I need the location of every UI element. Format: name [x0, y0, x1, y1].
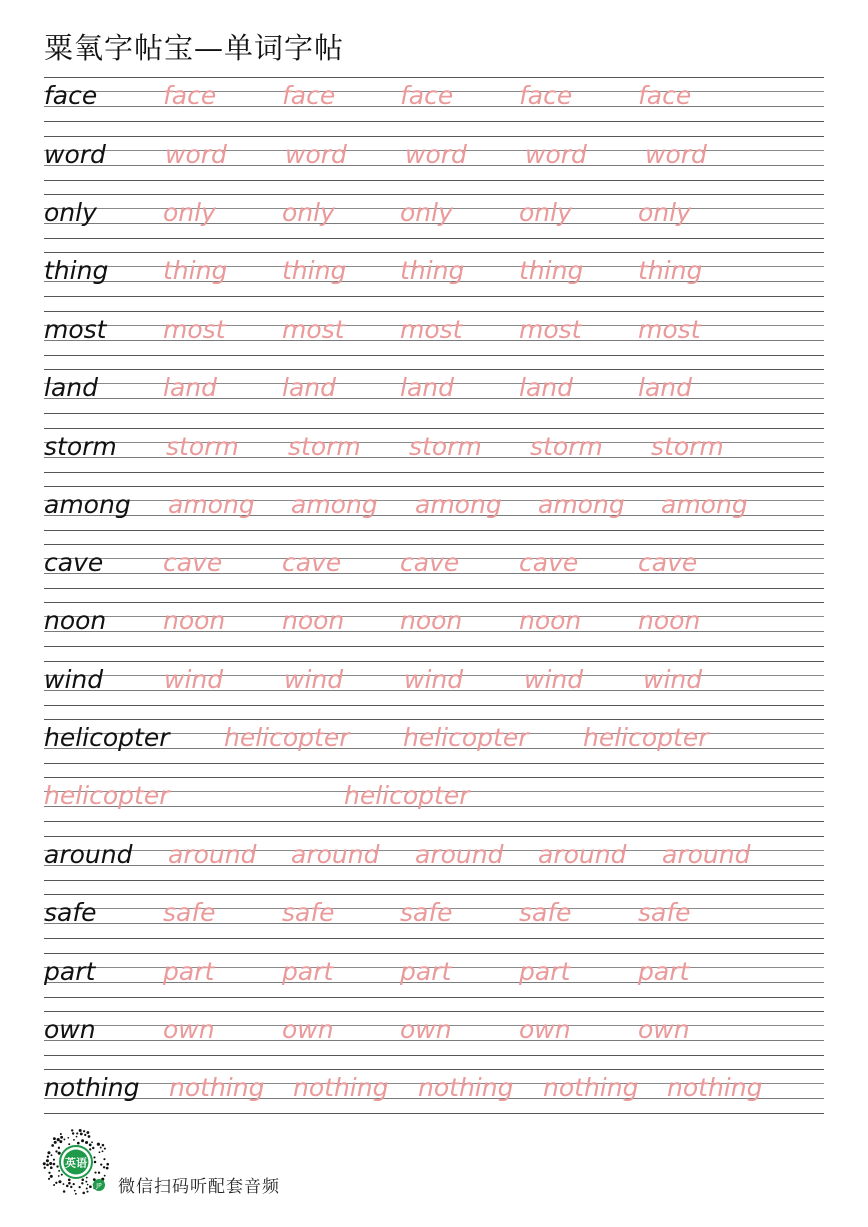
- qr-dot: [63, 1190, 66, 1193]
- trace-word: part: [282, 957, 334, 986]
- trace-word: part: [519, 957, 571, 986]
- trace-word: land: [400, 373, 454, 402]
- trace-word: noon: [519, 606, 582, 635]
- model-word: cave: [44, 548, 104, 577]
- trace-word: face: [400, 81, 454, 110]
- practice-row: [44, 544, 824, 588]
- footer-caption: 微信扫码听配套音频: [118, 1177, 280, 1197]
- qr-dot: [53, 1159, 55, 1161]
- guide-line: [44, 997, 824, 998]
- qr-dot: [104, 1148, 106, 1150]
- qr-dot: [77, 1142, 80, 1145]
- guide-line: [44, 661, 824, 662]
- model-word: thing: [44, 256, 109, 285]
- practice-sheet: [44, 0, 824, 1227]
- qr-dot: [102, 1150, 104, 1152]
- trace-word: among: [661, 490, 748, 519]
- footer: [42, 1128, 362, 1198]
- trace-word: cave: [282, 548, 342, 577]
- trace-word: nothing: [418, 1073, 514, 1102]
- qr-dot: [60, 1136, 63, 1139]
- qr-dot: [106, 1167, 109, 1170]
- qr-dot: [85, 1181, 87, 1183]
- trace-word: wind: [284, 665, 344, 694]
- practice-row: [44, 194, 824, 238]
- trace-word: own: [400, 1015, 452, 1044]
- trace-word: land: [638, 373, 692, 402]
- guide-line: [44, 544, 824, 545]
- qr-dot: [86, 1177, 88, 1179]
- qr-dot: [46, 1159, 49, 1162]
- model-word: only: [44, 198, 97, 227]
- trace-word: own: [163, 1015, 215, 1044]
- trace-word: only: [638, 198, 691, 227]
- qr-dot: [82, 1192, 85, 1195]
- trace-word: helicopter: [344, 781, 470, 810]
- trace-word: safe: [519, 898, 572, 927]
- qr-dot: [80, 1132, 83, 1135]
- trace-word: among: [168, 490, 255, 519]
- qr-dot: [48, 1178, 50, 1180]
- trace-word: noon: [638, 606, 701, 635]
- model-word: storm: [44, 432, 117, 461]
- qr-dot: [84, 1134, 86, 1136]
- qr-dot: [85, 1141, 88, 1144]
- trace-word: among: [291, 490, 378, 519]
- qr-dot: [94, 1171, 96, 1173]
- qr-dot: [86, 1191, 88, 1193]
- trace-word: thing: [163, 256, 228, 285]
- trace-word: face: [638, 81, 692, 110]
- model-word: land: [44, 373, 98, 402]
- qr-dot: [74, 1190, 76, 1192]
- qr-dot: [55, 1150, 57, 1152]
- trace-word: word: [525, 140, 587, 169]
- guide-line: [44, 777, 824, 778]
- qr-dot: [63, 1138, 65, 1140]
- guide-line: [44, 821, 824, 822]
- qr-dot: [43, 1162, 46, 1165]
- model-word: part: [44, 957, 96, 986]
- trace-word: land: [163, 373, 217, 402]
- qr-dot: [103, 1158, 105, 1160]
- guide-line: [44, 194, 824, 195]
- qr-dot: [67, 1137, 69, 1139]
- practice-row: [44, 369, 824, 413]
- page-title: 粟氧字帖宝—单词字帖: [44, 31, 345, 65]
- practice-row: [44, 602, 824, 646]
- qr-dot: [51, 1154, 53, 1156]
- guide-line: [44, 836, 824, 837]
- qr-dot: [44, 1167, 46, 1169]
- practice-row: [44, 486, 824, 530]
- practice-row: [44, 894, 824, 938]
- qr-dot: [61, 1174, 63, 1176]
- qr-dot: [53, 1163, 56, 1166]
- guide-line: [44, 588, 824, 589]
- guide-line: [44, 646, 824, 647]
- guide-line: [44, 296, 824, 297]
- guide-line: [44, 719, 824, 720]
- guide-line: [44, 894, 824, 895]
- trace-word: among: [538, 490, 625, 519]
- guide-line: [44, 413, 824, 414]
- qr-dot: [58, 1152, 61, 1155]
- model-word: safe: [44, 898, 97, 927]
- trace-word: part: [400, 957, 452, 986]
- qr-dot: [88, 1135, 91, 1138]
- practice-row: [44, 252, 824, 296]
- qr-dot: [58, 1180, 61, 1183]
- guide-line: [44, 472, 824, 473]
- guide-line: [44, 602, 824, 603]
- trace-word: face: [519, 81, 573, 110]
- qr-dot: [76, 1136, 78, 1138]
- trace-word: helicopter: [224, 723, 350, 752]
- qr-dot: [81, 1139, 84, 1142]
- trace-word: thing: [400, 256, 465, 285]
- qr-badge-label: 英语: [65, 1156, 87, 1170]
- trace-word: wind: [404, 665, 464, 694]
- qr-dot: [89, 1185, 92, 1188]
- practice-row: [44, 428, 824, 472]
- qr-dot: [99, 1151, 101, 1153]
- model-word: face: [44, 81, 98, 110]
- qr-corner-label: JP: [96, 1182, 102, 1190]
- trace-word: among: [415, 490, 502, 519]
- guide-line: [44, 1055, 824, 1056]
- trace-word: most: [282, 315, 345, 344]
- qr-dot: [79, 1186, 81, 1188]
- qr-dot: [89, 1148, 91, 1150]
- trace-word: storm: [288, 432, 361, 461]
- guide-line: [44, 1011, 824, 1012]
- qr-dot: [92, 1147, 94, 1149]
- qr-dot: [48, 1172, 50, 1174]
- qr-dot: [93, 1156, 95, 1158]
- qr-dot: [47, 1151, 50, 1154]
- trace-word: cave: [519, 548, 579, 577]
- qr-code-icon[interactable]: [42, 1128, 110, 1196]
- practice-row: [44, 1011, 824, 1055]
- model-word: among: [44, 490, 131, 519]
- guide-line: [44, 938, 824, 939]
- qr-dot: [58, 1147, 60, 1149]
- practice-row: [44, 953, 824, 997]
- qr-dot: [75, 1193, 77, 1195]
- qr-dot: [53, 1184, 55, 1186]
- qr-dot: [100, 1164, 102, 1166]
- trace-word: only: [519, 198, 572, 227]
- trace-word: storm: [166, 432, 239, 461]
- model-word: own: [44, 1015, 96, 1044]
- trace-word: only: [163, 198, 216, 227]
- trace-word: safe: [163, 898, 216, 927]
- qr-dot: [63, 1183, 65, 1185]
- qr-dot: [57, 1138, 60, 1141]
- qr-dot: [68, 1178, 71, 1181]
- qr-dot: [68, 1143, 70, 1145]
- trace-word: helicopter: [583, 723, 709, 752]
- practice-row: [44, 719, 824, 763]
- qr-dot: [47, 1156, 49, 1158]
- trace-word: word: [645, 140, 707, 169]
- trace-word: word: [285, 140, 347, 169]
- qr-dot: [73, 1183, 75, 1185]
- trace-word: most: [638, 315, 701, 344]
- guide-line: [44, 763, 824, 764]
- model-word: nothing: [44, 1073, 140, 1102]
- qr-dot: [76, 1132, 78, 1134]
- guide-line: [44, 486, 824, 487]
- guide-line: [44, 1113, 824, 1114]
- qr-dot: [83, 1130, 85, 1132]
- qr-dot: [89, 1144, 92, 1147]
- qr-dot: [70, 1186, 72, 1188]
- trace-word: cave: [400, 548, 460, 577]
- qr-dot: [72, 1132, 74, 1134]
- qr-dot: [103, 1166, 105, 1168]
- qr-dot: [104, 1175, 106, 1177]
- trace-word: own: [282, 1015, 334, 1044]
- trace-word: around: [291, 840, 380, 869]
- guide-line: [44, 252, 824, 253]
- practice-row: [44, 311, 824, 355]
- qr-dot: [51, 1144, 54, 1147]
- practice-row: [44, 836, 824, 880]
- qr-dot: [58, 1170, 60, 1172]
- qr-dot: [106, 1163, 109, 1166]
- qr-dot: [79, 1129, 82, 1132]
- trace-word: nothing: [543, 1073, 639, 1102]
- trace-word: only: [282, 198, 335, 227]
- trace-word: wind: [524, 665, 584, 694]
- practice-row: [44, 136, 824, 180]
- trace-word: most: [519, 315, 582, 344]
- qr-dot: [81, 1179, 84, 1182]
- qr-dot: [50, 1166, 53, 1169]
- trace-word: storm: [530, 432, 603, 461]
- guide-line: [44, 369, 824, 370]
- guide-line: [44, 311, 824, 312]
- practice-row: [44, 1069, 824, 1113]
- guide-line: [44, 705, 824, 706]
- qr-dot: [98, 1172, 100, 1174]
- qr-dot: [55, 1182, 57, 1184]
- trace-word: helicopter: [44, 781, 170, 810]
- trace-word: part: [163, 957, 215, 986]
- trace-word: cave: [163, 548, 223, 577]
- trace-word: face: [163, 81, 217, 110]
- trace-word: noon: [163, 606, 226, 635]
- trace-word: safe: [400, 898, 453, 927]
- qr-dot: [66, 1185, 69, 1188]
- trace-word: nothing: [667, 1073, 763, 1102]
- qr-dot: [97, 1143, 100, 1146]
- model-word: word: [44, 140, 106, 169]
- trace-word: face: [282, 81, 336, 110]
- trace-word: helicopter: [403, 723, 529, 752]
- practice-row: [44, 777, 824, 821]
- trace-word: noon: [400, 606, 463, 635]
- qr-dot: [49, 1162, 52, 1165]
- guide-line: [44, 121, 824, 122]
- qr-dot: [58, 1175, 60, 1177]
- trace-word: storm: [651, 432, 724, 461]
- trace-word: own: [638, 1015, 690, 1044]
- trace-word: cave: [638, 548, 698, 577]
- trace-word: storm: [409, 432, 482, 461]
- guide-line: [44, 77, 824, 78]
- practice-row: [44, 77, 824, 121]
- trace-word: thing: [282, 256, 347, 285]
- qr-dot: [73, 1139, 75, 1141]
- trace-word: thing: [519, 256, 584, 285]
- trace-word: own: [519, 1015, 571, 1044]
- trace-word: safe: [282, 898, 335, 927]
- practice-row: [44, 661, 824, 705]
- model-word: noon: [44, 606, 107, 635]
- qr-dot: [56, 1165, 58, 1167]
- trace-word: word: [405, 140, 467, 169]
- model-word: wind: [44, 665, 104, 694]
- qr-dot: [46, 1164, 49, 1167]
- qr-dot: [50, 1175, 53, 1178]
- qr-dot: [102, 1144, 105, 1147]
- trace-word: around: [415, 840, 504, 869]
- model-word: around: [44, 840, 133, 869]
- qr-dot: [86, 1187, 88, 1189]
- trace-word: wind: [643, 665, 703, 694]
- trace-word: land: [282, 373, 336, 402]
- trace-word: around: [168, 840, 257, 869]
- model-word: helicopter: [44, 723, 170, 752]
- guide-line: [44, 1069, 824, 1070]
- qr-dot: [68, 1182, 71, 1185]
- trace-word: word: [165, 140, 227, 169]
- guide-line: [44, 530, 824, 531]
- model-word: most: [44, 315, 107, 344]
- trace-word: around: [538, 840, 627, 869]
- trace-word: most: [400, 315, 463, 344]
- trace-word: nothing: [293, 1073, 389, 1102]
- qr-dot: [71, 1129, 73, 1131]
- guide-line: [44, 880, 824, 881]
- guide-line: [44, 180, 824, 181]
- trace-word: around: [662, 840, 751, 869]
- guide-line: [44, 355, 824, 356]
- trace-word: noon: [282, 606, 345, 635]
- trace-word: most: [163, 315, 226, 344]
- qr-dot: [53, 1137, 56, 1140]
- trace-word: part: [638, 957, 690, 986]
- trace-word: wind: [164, 665, 224, 694]
- qr-dot: [100, 1147, 102, 1149]
- qr-dot: [86, 1131, 89, 1134]
- guide-line: [44, 953, 824, 954]
- qr-dot: [60, 1133, 62, 1135]
- trace-word: nothing: [169, 1073, 265, 1102]
- qr-dot: [81, 1182, 83, 1184]
- qr-dot: [54, 1141, 57, 1144]
- guide-line: [44, 136, 824, 137]
- qr-dot: [87, 1184, 89, 1186]
- trace-word: land: [519, 373, 573, 402]
- trace-word: safe: [638, 898, 691, 927]
- qr-dot: [94, 1161, 97, 1164]
- trace-word: only: [400, 198, 453, 227]
- guide-line: [44, 238, 824, 239]
- trace-word: thing: [638, 256, 703, 285]
- qr-dot: [91, 1141, 93, 1143]
- guide-line: [44, 428, 824, 429]
- qr-dot: [59, 1140, 62, 1143]
